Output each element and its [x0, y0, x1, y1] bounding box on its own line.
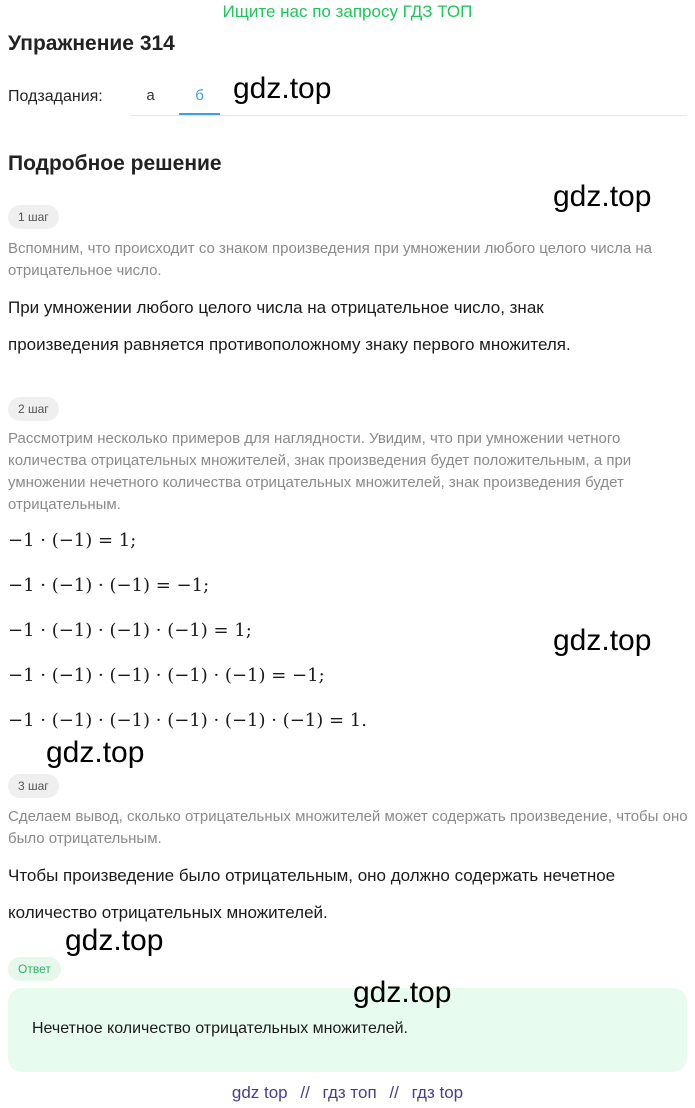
- watermark: gdz.top: [65, 924, 164, 957]
- tab-b[interactable]: б: [179, 78, 220, 115]
- watermark: gdz.top: [233, 72, 332, 105]
- step-hint: Сделаем вывод, сколько отрицательных множителей может содержать произведение, чтобы оно было отрицательным.: [8, 808, 688, 847]
- math-formula: −1 · (−1) · (−1) = −1;: [8, 575, 210, 596]
- footer-link[interactable]: гдз top: [411, 1083, 464, 1102]
- top-banner[interactable]: Ищите нас по запросу ГДЗ ТОП: [222, 2, 473, 21]
- step-text-line: произведения равняется противоположному знаку первого множителя.: [8, 335, 571, 354]
- watermark: gdz.top: [353, 976, 452, 1009]
- step-text-line: Чтобы произведение было отрицательным, оно должно содержать нечетное: [8, 866, 616, 885]
- math-formula: −1 · (−1) · (−1) · (−1) · (−1) = −1;: [8, 665, 325, 686]
- step-text-line: количество отрицательных множителей.: [8, 903, 328, 922]
- page-title: Упражнение 314: [8, 32, 175, 55]
- math-formula: −1 · (−1) = 1;: [8, 530, 137, 551]
- footer-link[interactable]: гдз топ: [322, 1083, 377, 1102]
- step-hint: Рассмотрим несколько примеров для наглядности. Увидим, что при умножении четного количества отрицательных множителей, знак произведения будет положительным, а при умножении нечетного количества отрицательных множителей, знак произведения будет отрицательным.: [8, 430, 632, 513]
- step-badge: 3 шаг: [8, 774, 59, 798]
- watermark: gdz.top: [553, 624, 652, 657]
- section-title: Подробное решение: [8, 152, 222, 175]
- footer-link[interactable]: gdz top: [231, 1083, 288, 1102]
- watermark: gdz.top: [553, 180, 652, 213]
- answer-text: Нечетное количество отрицательных множителей.: [32, 1020, 408, 1037]
- step-text-line: При умножении любого целого числа на отрицательное число, знак: [8, 298, 544, 317]
- step-hint: Вспомним, что происходит со знаком произведения при умножении любого целого числа на отрицательное число.: [8, 240, 653, 279]
- answer-badge: Ответ: [8, 957, 61, 981]
- footer-links: [0, 1083, 695, 1103]
- footer-separator: //: [300, 1083, 310, 1102]
- subtask-tabs: [130, 78, 687, 116]
- tab-a[interactable]: а: [146, 87, 155, 104]
- step-badge: 2 шаг: [8, 397, 59, 421]
- math-formula: −1 · (−1) · (−1) · (−1) = 1;: [8, 620, 252, 641]
- step-badge: 1 шаг: [8, 205, 59, 229]
- footer-separator: //: [389, 1083, 399, 1102]
- math-formula: −1 · (−1) · (−1) · (−1) · (−1) · (−1) = 1.: [8, 710, 367, 731]
- subtasks-label: Подзадания:: [8, 88, 103, 105]
- watermark: gdz.top: [46, 736, 145, 769]
